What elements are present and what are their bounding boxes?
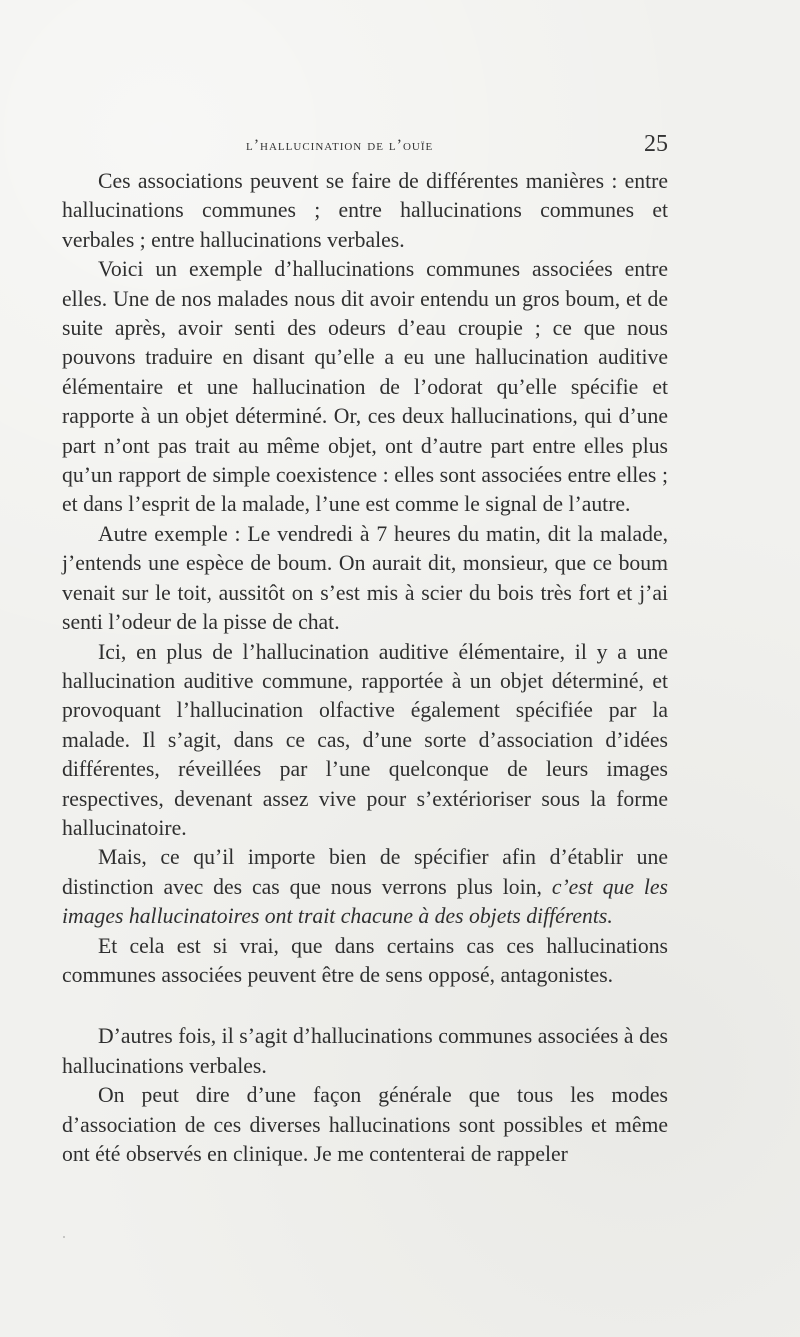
paragraph-first-example: Voici un exemple d’hallucinations communes associées entre elles. Une de nos malades nous dit avoir entendu un gros boum, et de suite après, avoir senti des odeurs d’eau croupie ; ce que nous pouvons traduire en disant qu’elle a eu une hallucination auditive élémentaire et une hallucination de l’odorat qu’elle spécifie et rapporte à un objet déterminé. Or, ces deux hallucinations, qui d’une part n’ont pas trait au même objet, ont d’autre part entre elles plus qu’un rapport de simple coexistence : elles sont associées entre elles ; et dans l’esprit de la malade, l’une est comme le signal de l’autre.	[62, 257, 668, 517]
paragraph-distinction-emphasis: c’est que les images hallucinatoires ont trait chacune à des objets différents.	[62, 874, 668, 929]
paragraph-antagonistic: Et cela est si vrai, que dans certains cas ces hallucinations communes associées peuvent être de sens opposé, antagonistes.	[62, 933, 668, 987]
scan-speck	[63, 1236, 65, 1238]
paragraph-distinction	[62, 843, 668, 931]
page-number: 25	[644, 131, 668, 157]
body-text	[62, 167, 668, 1169]
paragraph-distinction-text: Mais, ce qu’il importe bien de spécifier afin d’établir une distinction avec des cas que nous verrons plus loin,	[62, 845, 668, 899]
running-title: l’hallucination de l’ouïe	[246, 137, 434, 154]
paragraph-analysis: Ici, en plus de l’hallucination auditive élémentaire, il y a une hallucination auditive commune, rapportée à un objet déterminé, et provoquant l’hallucination olfactive également spécifiée par la malade. Il s’agit, dans ce cas, d’une sorte d’association d’idées différentes, réveillées par l’une quelconque de leurs images respectives, devenant assez vive pour s’extérioriser sous la forme hallucinatoire.	[62, 639, 668, 840]
paragraph-second-example: Autre exemple : Le vendredi à 7 heures du matin, dit la malade, j’entends une espèce de boum. On aurait dit, monsieur, que ce boum venait sur le toit, aussitôt on s’est mis à scier du bois très fort et j’ai senti l’odeur de la pisse de chat.	[62, 521, 668, 635]
paragraph-verbal-associations: D’autres fois, il s’agit d’hallucinations communes associées à des hallucinations verbales.	[62, 1024, 668, 1078]
paragraph-associations: Ces associations peuvent se faire de différentes manières : entre hallucinations communes ; entre hallucinations communes et verbales ; entre hallucinations verbales.	[62, 169, 668, 252]
paragraph-general-modes: On peut dire d’une façon générale que tous les modes d’association de ces diverses hallucinations sont possibles et même ont été observés en clinique. Je me contenterai de rappeler	[62, 1083, 668, 1166]
running-head	[96, 131, 668, 165]
